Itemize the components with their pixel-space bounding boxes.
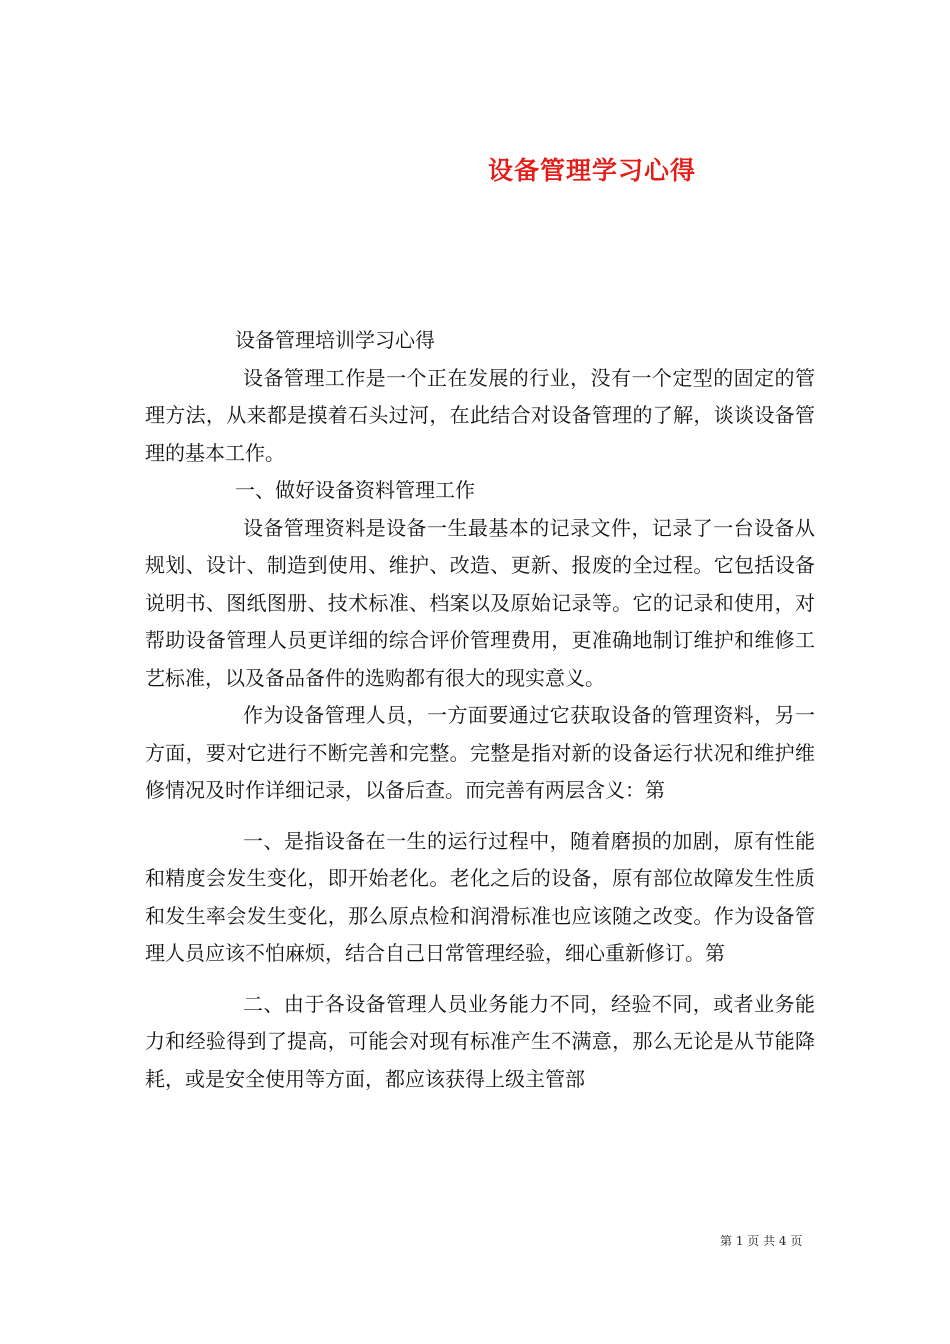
- paragraph-point-one: 一、是指设备在一生的运行过程中，随着磨损的加剧，原有性能和精度会发生变化，即开始老化。老化之后的设备，原有部位故障发生性质和发生率会发生变化，那么原点检和润滑标准也应该随之改变。作为设备管理人员应该不怕麻烦，结合自己日常管理经验，细心重新修订。第: [145, 828, 815, 965]
- page-number-footer: 第 1 页 共 4 页: [720, 1234, 803, 1248]
- paragraph-manager-role: 作为设备管理人员，一方面要通过它获取设备的管理资料，另一方面，要对它进行不断完善和完整。完整是指对新的设备运行状况和维护维修情况及时作详细记录，以备后查。而完善有两层含义：第: [145, 703, 815, 802]
- document-body: [145, 322, 815, 1098]
- section-heading-1: 一、做好设备资料管理工作: [235, 478, 475, 502]
- paragraph-intro: 设备管理工作是一个正在发展的行业，没有一个定型的固定的管理方法，从来都是摸着石头过河，在此结合对设备管理的了解，谈谈设备管理的基本工作。: [145, 365, 815, 465]
- paragraph-point-two: 二、由于各设备管理人员业务能力不同，经验不同，或者业务能力和经验得到了提高，可能会对现有标准产生不满意，那么无论是从节能降耗，或是安全使用等方面，都应该获得上级主管部: [145, 991, 815, 1091]
- paragraph-subtitle: 设备管理培训学习心得: [235, 328, 435, 352]
- paragraph-materials: 设备管理资料是设备一生最基本的记录文件，记录了一台设备从规划、设计、制造到使用、维护、改造、更新、报废的全过程。它包括设备说明书、图纸图册、技术标准、档案以及原始记录等。它的记录和使用，对帮助设备管理人员更详细的综合评价管理费用，更准确地制订维护和维修工艺标准，以及备品备件的选购都有很大的现实意义。: [145, 515, 815, 690]
- page-title: 设备管理学习心得: [488, 155, 697, 185]
